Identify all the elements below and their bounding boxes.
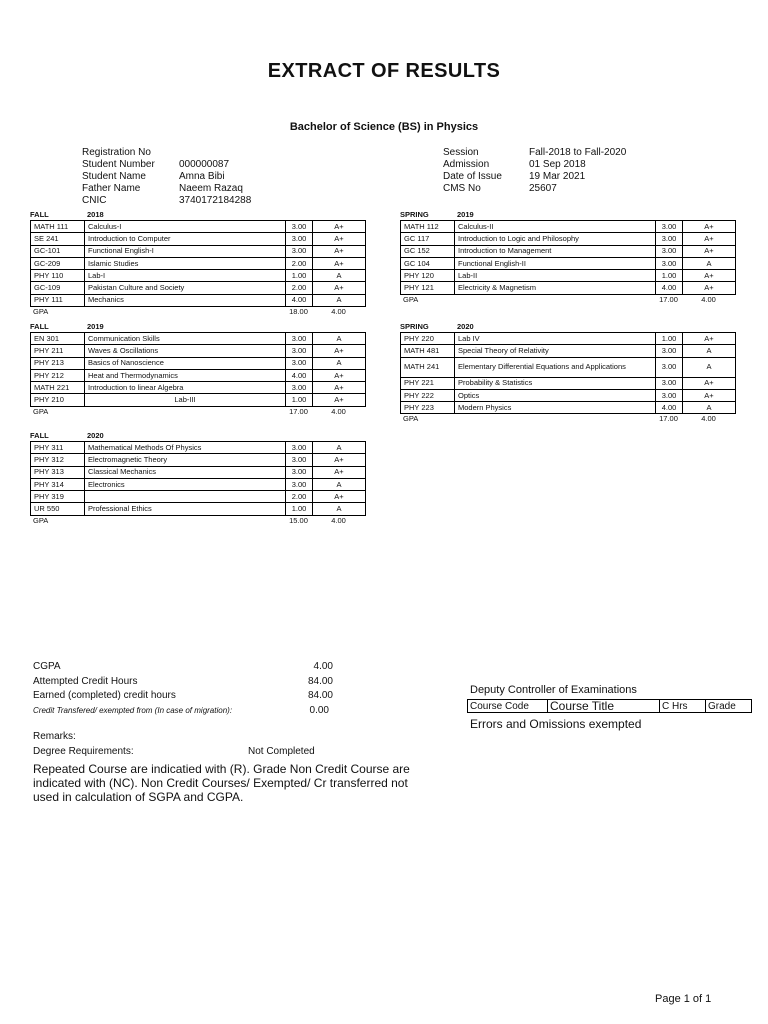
course-grade: A+ xyxy=(313,382,366,394)
course-code: PHY 121 xyxy=(401,282,455,294)
course-code: PHY 311 xyxy=(31,442,85,454)
remarks-label: Remarks: xyxy=(33,731,76,742)
course-row xyxy=(31,491,366,503)
course-row xyxy=(31,221,366,233)
course-title: Professional Ethics xyxy=(85,503,286,515)
course-row xyxy=(401,270,736,282)
degree-requirements xyxy=(33,746,333,757)
course-title: Elementary Differential Equations and Applications xyxy=(455,357,656,377)
course-table xyxy=(30,220,366,307)
semester-block xyxy=(400,320,735,424)
course-code: PHY 313 xyxy=(31,466,85,478)
course-title: Introduction to Logic and Philosophy xyxy=(455,233,656,245)
semester-header xyxy=(30,320,365,332)
info-label: CMS No xyxy=(443,183,481,194)
course-grade: A+ xyxy=(313,221,366,233)
course-row xyxy=(31,294,366,306)
course-credits: 1.00 xyxy=(656,270,683,282)
course-credits: 2.00 xyxy=(286,257,313,269)
course-row xyxy=(401,345,736,357)
semester-gpa: 4.00 xyxy=(701,414,716,424)
course-code: PHY 210 xyxy=(31,394,85,406)
semester-block xyxy=(400,208,735,305)
course-row xyxy=(401,245,736,257)
course-credits: 1.00 xyxy=(286,503,313,515)
course-credits: 3.00 xyxy=(286,245,313,257)
semester-gpa-row xyxy=(400,295,735,305)
semester-credits: 18.00 xyxy=(289,307,308,317)
course-code: PHY 312 xyxy=(31,454,85,466)
semester-term: SPRING xyxy=(400,209,429,219)
program-title: Bachelor of Science (BS) in Physics xyxy=(289,121,479,133)
course-code: PHY 319 xyxy=(31,491,85,503)
course-credits: 3.00 xyxy=(656,233,683,245)
info-row-cnic xyxy=(82,195,251,207)
col-grade: Grade xyxy=(706,700,752,713)
cgpa-value: 4.00 xyxy=(313,661,333,672)
course-credits: 4.00 xyxy=(656,402,683,414)
course-grade: A+ xyxy=(313,454,366,466)
exempted-courses-table xyxy=(467,699,752,713)
semester-year: 2019 xyxy=(457,209,474,219)
course-row xyxy=(31,369,366,381)
semester-header xyxy=(400,208,735,220)
course-title: Calculus-II xyxy=(455,221,656,233)
course-grade: A xyxy=(683,345,736,357)
course-code: PHY 211 xyxy=(31,345,85,357)
course-title: Probability & Statistics xyxy=(455,377,656,389)
course-row xyxy=(31,233,366,245)
course-row xyxy=(401,221,736,233)
info-label: Student Number xyxy=(82,159,155,170)
course-grade: A+ xyxy=(683,233,736,245)
course-grade: A+ xyxy=(683,245,736,257)
course-credits: 3.00 xyxy=(286,478,313,490)
info-label: Session xyxy=(443,147,479,158)
course-row xyxy=(31,442,366,454)
semester-gpa: 4.00 xyxy=(701,294,716,304)
course-credits: 3.00 xyxy=(286,382,313,394)
semester-header xyxy=(30,429,365,441)
course-grade: A xyxy=(313,333,366,345)
gpa-label: GPA xyxy=(33,307,49,317)
course-grade: A xyxy=(313,270,366,282)
course-grade: A+ xyxy=(313,491,366,503)
course-row xyxy=(31,270,366,282)
info-value: 19 Mar 2021 xyxy=(529,171,586,182)
semester-gpa-row xyxy=(400,414,735,424)
info-row-father-name xyxy=(82,183,251,195)
semester-header xyxy=(30,208,365,220)
course-table xyxy=(30,441,366,516)
course-grade: A+ xyxy=(683,221,736,233)
course-credits: 3.00 xyxy=(656,377,683,389)
course-title: Special Theory of Relativity xyxy=(455,345,656,357)
course-code: PHY 220 xyxy=(401,333,455,345)
course-title: Lab-II xyxy=(455,270,656,282)
cgpa-label: CGPA xyxy=(33,661,61,672)
transferred-value: 0.00 xyxy=(309,704,329,716)
transferred-row xyxy=(33,704,333,719)
col-course-title: Course Title xyxy=(548,700,660,713)
course-title: Electricity & Magnetism xyxy=(455,282,656,294)
course-code: MATH 221 xyxy=(31,382,85,394)
course-row xyxy=(31,345,366,357)
semester-term: FALL xyxy=(30,430,49,440)
course-row xyxy=(31,257,366,269)
session-info xyxy=(443,147,626,195)
course-code: PHY 110 xyxy=(31,270,85,282)
course-code: MATH 241 xyxy=(401,357,455,377)
course-table xyxy=(400,220,736,295)
semester-term: FALL xyxy=(30,209,49,219)
course-title: Pakistan Culture and Society xyxy=(85,282,286,294)
course-grade: A xyxy=(683,402,736,414)
transferred-label: Credit Transfered/ exempted from (In case of migration): xyxy=(33,705,233,715)
errors-omissions-note: Errors and Omissions exempted xyxy=(470,717,642,731)
semester-gpa: 4.00 xyxy=(331,307,346,317)
course-title: Islamic Studies xyxy=(85,257,286,269)
course-credits: 3.00 xyxy=(286,442,313,454)
course-credits: 3.00 xyxy=(656,257,683,269)
semester-credits: 17.00 xyxy=(659,294,678,304)
info-value: Fall-2018 to Fall-2020 xyxy=(529,147,627,158)
course-title: Mechanics xyxy=(85,294,286,306)
semester-block xyxy=(30,320,365,417)
semester-term: FALL xyxy=(30,321,49,331)
course-row xyxy=(401,402,736,414)
semester-year: 2019 xyxy=(87,321,104,331)
course-row xyxy=(31,394,366,406)
info-label: Father Name xyxy=(82,183,141,194)
course-code: GC 152 xyxy=(401,245,455,257)
course-row xyxy=(31,478,366,490)
gpa-label: GPA xyxy=(33,406,49,416)
course-title: Modern Physics xyxy=(455,402,656,414)
course-title: Introduction to linear Algebra xyxy=(85,382,286,394)
info-row-student-name xyxy=(82,171,251,183)
info-label: Date of Issue xyxy=(443,171,502,182)
course-code: GC-101 xyxy=(31,245,85,257)
semester-gpa-row xyxy=(30,307,365,317)
info-row-registration xyxy=(82,147,251,159)
course-title xyxy=(85,491,286,503)
course-grade: A xyxy=(313,294,366,306)
course-code: PHY 212 xyxy=(31,369,85,381)
degree-label: Degree Requirements: xyxy=(33,746,134,757)
semester-year: 2020 xyxy=(87,430,104,440)
course-title: Heat and Thermodynamics xyxy=(85,369,286,381)
course-credits: 3.00 xyxy=(656,245,683,257)
course-title: Mathematical Methods Of Physics xyxy=(85,442,286,454)
course-title: Communication Skills xyxy=(85,333,286,345)
course-title: Classical Mechanics xyxy=(85,466,286,478)
course-code: GC 104 xyxy=(401,257,455,269)
semester-credits: 17.00 xyxy=(289,406,308,416)
info-value: 3740172184288 xyxy=(179,195,252,206)
course-row xyxy=(31,245,366,257)
table-header-row xyxy=(468,700,752,713)
info-value: Amna Bibi xyxy=(179,171,225,182)
info-value: 25607 xyxy=(529,183,557,194)
earned-value: 84.00 xyxy=(307,690,333,701)
info-label: Admission xyxy=(443,159,490,170)
course-grade: A+ xyxy=(683,270,736,282)
course-grade: A+ xyxy=(313,369,366,381)
attempted-value: 84.00 xyxy=(307,675,333,687)
course-row xyxy=(31,503,366,515)
course-grade: A xyxy=(313,503,366,515)
col-course-code: Course Code xyxy=(468,700,548,713)
course-grade: A+ xyxy=(313,257,366,269)
course-code: GC 117 xyxy=(401,233,455,245)
gpa-label: GPA xyxy=(33,515,49,525)
semester-gpa-row xyxy=(30,407,365,417)
semester-year: 2018 xyxy=(87,209,104,219)
course-grade: A+ xyxy=(313,345,366,357)
course-row xyxy=(401,333,736,345)
course-title: Introduction to Management xyxy=(455,245,656,257)
semester-gpa: 4.00 xyxy=(331,406,346,416)
info-row-date-of-issue xyxy=(443,171,626,183)
course-credits: 4.00 xyxy=(286,369,313,381)
course-code: SE 241 xyxy=(31,233,85,245)
course-row xyxy=(31,454,366,466)
course-grade: A xyxy=(683,357,736,377)
info-label: Registration No xyxy=(82,147,151,158)
attempted-label: Attempted Credit Hours xyxy=(33,675,138,687)
page-number: Page 1 of 1 xyxy=(655,993,712,1005)
course-title: Lab IV xyxy=(455,333,656,345)
earned-row xyxy=(33,689,333,704)
course-code: GC-109 xyxy=(31,282,85,294)
course-credits: 3.00 xyxy=(656,221,683,233)
course-row xyxy=(401,377,736,389)
course-code: EN 301 xyxy=(31,333,85,345)
course-title: Lab-I xyxy=(85,270,286,282)
course-grade: A xyxy=(683,257,736,269)
course-credits: 2.00 xyxy=(286,491,313,503)
cgpa-row xyxy=(33,660,333,675)
semester-year: 2020 xyxy=(457,321,474,331)
course-grade: A xyxy=(313,478,366,490)
course-grade: A+ xyxy=(313,466,366,478)
semester-credits: 15.00 xyxy=(289,515,308,525)
course-grade: A xyxy=(313,442,366,454)
info-row-student-number xyxy=(82,159,251,171)
course-row xyxy=(401,233,736,245)
course-credits: 4.00 xyxy=(656,282,683,294)
course-code: PHY 221 xyxy=(401,377,455,389)
semester-block xyxy=(30,429,365,526)
course-grade: A+ xyxy=(313,245,366,257)
course-title: Functional English-II xyxy=(455,257,656,269)
course-credits: 3.00 xyxy=(286,454,313,466)
course-credits: 1.00 xyxy=(286,270,313,282)
course-grade: A+ xyxy=(313,282,366,294)
course-row xyxy=(31,333,366,345)
course-grade: A+ xyxy=(683,389,736,401)
course-code: MATH 111 xyxy=(31,221,85,233)
results-summary xyxy=(33,660,333,718)
course-credits: 3.00 xyxy=(286,345,313,357)
deputy-controller-label: Deputy Controller of Examinations xyxy=(470,684,637,696)
semester-gpa-row xyxy=(30,516,365,526)
course-code: GC-209 xyxy=(31,257,85,269)
course-table xyxy=(30,332,366,407)
document-title: EXTRACT OF RESULTS xyxy=(267,60,501,82)
semester-block xyxy=(30,208,365,317)
course-title: Electromagnetic Theory xyxy=(85,454,286,466)
course-row xyxy=(401,282,736,294)
course-row xyxy=(401,357,736,377)
course-title: Functional English-I xyxy=(85,245,286,257)
col-credit-hours: C Hrs xyxy=(660,700,706,713)
course-title: Calculus-I xyxy=(85,221,286,233)
course-credits: 3.00 xyxy=(656,345,683,357)
earned-label: Earned (completed) credit hours xyxy=(33,690,176,701)
grading-note: Repeated Course are indicatied with (R). Grade Non Credit Course are indicated with (NC). Non Credit Courses/ Exempted/ Cr transferred not used in calculation of SGPA and CGPA. xyxy=(33,762,410,804)
course-credits: 3.00 xyxy=(286,233,313,245)
course-code: PHY 223 xyxy=(401,402,455,414)
gpa-label: GPA xyxy=(403,294,419,304)
info-label: CNIC xyxy=(82,195,107,206)
course-credits: 3.00 xyxy=(656,357,683,377)
course-grade: A xyxy=(313,357,366,369)
course-credits: 3.00 xyxy=(286,333,313,345)
course-title: Lab-III xyxy=(85,394,286,406)
course-credits: 3.00 xyxy=(656,389,683,401)
course-grade: A+ xyxy=(313,394,366,406)
semester-header xyxy=(400,320,735,332)
course-credits: 3.00 xyxy=(286,466,313,478)
course-credits: 4.00 xyxy=(286,294,313,306)
attempted-row xyxy=(33,675,333,690)
course-title: Optics xyxy=(455,389,656,401)
course-row xyxy=(31,282,366,294)
course-credits: 2.00 xyxy=(286,282,313,294)
course-credits: 3.00 xyxy=(286,221,313,233)
course-code: PHY 111 xyxy=(31,294,85,306)
info-row-cms-no xyxy=(443,183,626,195)
course-grade: A+ xyxy=(683,333,736,345)
course-row xyxy=(401,257,736,269)
course-row xyxy=(401,389,736,401)
course-title: Basics of Nanoscience xyxy=(85,357,286,369)
semester-term: SPRING xyxy=(400,321,429,331)
course-title: Electronics xyxy=(85,478,286,490)
course-credits: 1.00 xyxy=(656,333,683,345)
info-row-session xyxy=(443,147,626,159)
course-table xyxy=(400,332,736,414)
course-row xyxy=(31,357,366,369)
course-grade: A+ xyxy=(683,377,736,389)
course-row xyxy=(31,382,366,394)
student-info xyxy=(82,147,251,207)
gpa-label: GPA xyxy=(403,414,419,424)
course-code: MATH 112 xyxy=(401,221,455,233)
info-value: 01 Sep 2018 xyxy=(529,159,586,170)
info-value: Naeem Razaq xyxy=(179,183,243,194)
degree-status: Not Completed xyxy=(248,746,315,757)
semester-credits: 17.00 xyxy=(659,414,678,424)
semester-gpa: 4.00 xyxy=(331,515,346,525)
course-row xyxy=(31,466,366,478)
course-credits: 1.00 xyxy=(286,394,313,406)
course-title: Introduction to Computer xyxy=(85,233,286,245)
course-code: PHY 222 xyxy=(401,389,455,401)
course-title: Waves & Oscillations xyxy=(85,345,286,357)
info-row-admission xyxy=(443,159,626,171)
course-credits: 3.00 xyxy=(286,357,313,369)
course-code: PHY 213 xyxy=(31,357,85,369)
course-code: MATH 481 xyxy=(401,345,455,357)
info-value: 000000087 xyxy=(179,159,230,170)
course-code: UR 550 xyxy=(31,503,85,515)
course-code: PHY 120 xyxy=(401,270,455,282)
course-grade: A+ xyxy=(683,282,736,294)
course-grade: A+ xyxy=(313,233,366,245)
course-code: PHY 314 xyxy=(31,478,85,490)
info-label: Student Name xyxy=(82,171,146,182)
